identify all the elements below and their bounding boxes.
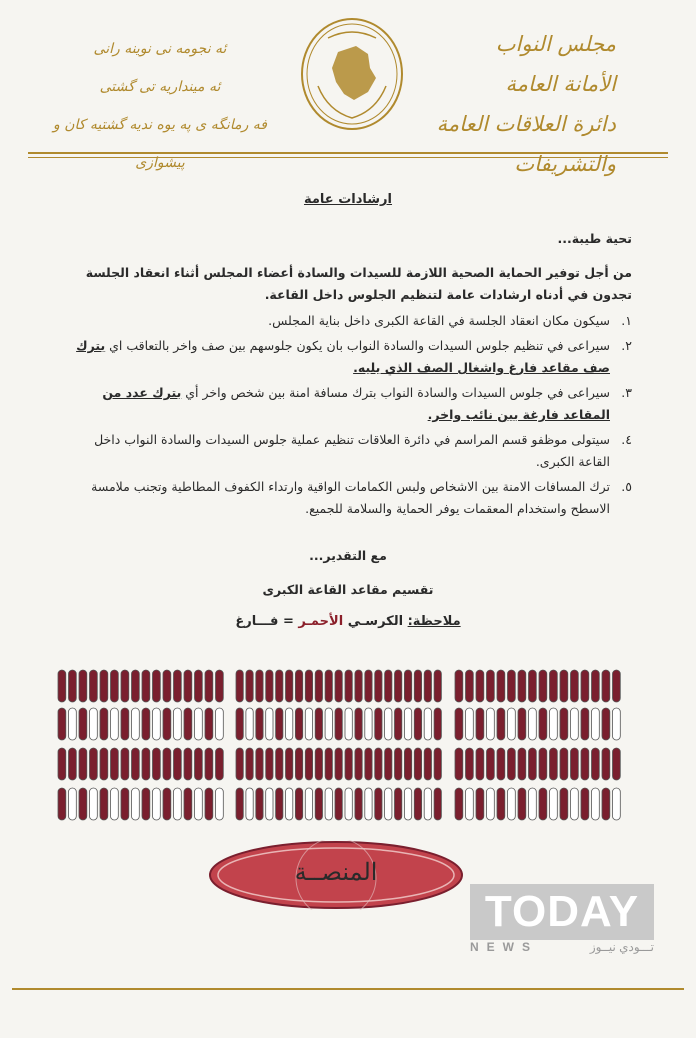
seat-occupied xyxy=(174,748,182,780)
seat-occupied xyxy=(404,748,411,780)
seat-empty xyxy=(424,788,431,820)
seat-occupied xyxy=(395,708,402,740)
seat-occupied xyxy=(560,708,568,740)
seat-occupied xyxy=(163,748,171,780)
seat-occupied xyxy=(476,788,484,820)
seat-occupied xyxy=(375,788,382,820)
seat-occupied xyxy=(395,748,402,780)
seat-occupied xyxy=(518,748,526,780)
seat-occupied xyxy=(365,670,372,702)
seat-occupied xyxy=(345,670,352,702)
seat-occupied xyxy=(58,670,66,702)
logo-brand: TODAY xyxy=(484,887,640,936)
seat-empty xyxy=(325,708,332,740)
legend-note-label: ملاحظة: xyxy=(407,614,461,629)
legend-note-text-b: = فـــارغ xyxy=(235,614,299,629)
seat-occupied xyxy=(550,670,558,702)
seat-occupied xyxy=(335,670,342,702)
seat-empty xyxy=(286,788,293,820)
seat-occupied xyxy=(365,748,372,780)
seat-empty xyxy=(111,708,119,740)
seat-occupied xyxy=(79,748,87,780)
seat-occupied xyxy=(385,670,392,702)
seat-occupied xyxy=(560,748,568,780)
seat-occupied xyxy=(79,670,87,702)
seat-occupied xyxy=(236,748,243,780)
seat-occupied xyxy=(121,748,129,780)
seat-occupied xyxy=(497,748,505,780)
seat-occupied xyxy=(592,748,600,780)
seat-occupied xyxy=(315,748,322,780)
seat-empty xyxy=(195,788,203,820)
seat-occupied xyxy=(132,670,140,702)
seat-occupied xyxy=(434,788,441,820)
seat-occupied xyxy=(325,748,332,780)
seat-empty xyxy=(174,788,182,820)
seat-occupied xyxy=(434,708,441,740)
seat-occupied xyxy=(613,748,621,780)
seat-occupied xyxy=(205,748,213,780)
seat-occupied xyxy=(395,788,402,820)
seat-empty xyxy=(174,708,182,740)
seat-empty xyxy=(424,708,431,740)
seat-empty xyxy=(365,708,372,740)
closing-line: مع التقدير... xyxy=(309,548,387,563)
seat-empty xyxy=(153,708,161,740)
seat-occupied xyxy=(592,670,600,702)
seat-occupied xyxy=(355,788,362,820)
seat-occupied xyxy=(236,788,243,820)
seat-occupied xyxy=(315,670,322,702)
seat-occupied xyxy=(79,708,87,740)
seat-empty xyxy=(466,788,474,820)
seat-occupied xyxy=(295,708,302,740)
legend-note-red-word: الأحمـر xyxy=(298,614,344,629)
seat-empty xyxy=(365,788,372,820)
seat-occupied xyxy=(560,788,568,820)
seat-occupied xyxy=(69,748,77,780)
seat-occupied xyxy=(613,670,621,702)
seat-occupied xyxy=(539,748,547,780)
seat-occupied xyxy=(385,748,392,780)
seat-occupied xyxy=(90,670,98,702)
seat-occupied xyxy=(90,748,98,780)
seat-occupied xyxy=(256,708,263,740)
seat-occupied xyxy=(216,748,224,780)
item-text: سيراعى في تنظيم جلوس السيدات والسادة النواب بان يكون جلوسهم بين صف واخر بالتعاقب اي xyxy=(105,338,610,353)
seat-occupied xyxy=(295,670,302,702)
seat-empty xyxy=(404,788,411,820)
seat-occupied xyxy=(153,670,161,702)
seat-occupied xyxy=(335,788,342,820)
seat-occupied xyxy=(121,670,129,702)
seat-occupied xyxy=(414,708,421,740)
seat-occupied xyxy=(539,670,547,702)
seat-empty xyxy=(69,708,77,740)
seat-occupied xyxy=(497,670,505,702)
seat-occupied xyxy=(121,708,129,740)
footer-divider xyxy=(12,988,684,990)
seat-occupied xyxy=(518,788,526,820)
seat-occupied xyxy=(246,670,253,702)
item-number: ٢. xyxy=(621,338,632,353)
seat-occupied xyxy=(184,748,192,780)
seat-occupied xyxy=(132,748,140,780)
item-text: ترك المسافات الامنة بين الاشخاص ولبس الكمامات الواقية وارتداء الكفوف المطاطية وتجنب ملامسة الاسطح واستخدام المعقمات يوفر الحماية والسلامة للجميع. xyxy=(91,479,610,516)
item-number: ٣. xyxy=(621,385,632,400)
seat-empty xyxy=(195,708,203,740)
seat-occupied xyxy=(142,788,150,820)
seat-occupied xyxy=(58,788,66,820)
seat-occupied xyxy=(305,748,312,780)
seat-occupied xyxy=(476,708,484,740)
seat-empty xyxy=(529,788,537,820)
seat-occupied xyxy=(195,748,203,780)
legend-note-text-a: الكرسـي xyxy=(343,614,408,629)
seat-empty xyxy=(404,708,411,740)
seat-empty xyxy=(246,788,253,820)
seat-occupied xyxy=(455,788,463,820)
seat-empty xyxy=(466,708,474,740)
seat-occupied xyxy=(266,670,273,702)
seat-occupied xyxy=(111,748,119,780)
seat-empty xyxy=(111,788,119,820)
seat-occupied xyxy=(142,748,150,780)
seat-occupied xyxy=(256,670,263,702)
header-line-kurdish-2: ئه مینداریه تی گشتی xyxy=(99,79,221,95)
seat-occupied xyxy=(256,748,263,780)
seat-empty xyxy=(90,788,98,820)
seat-occupied xyxy=(455,708,463,740)
seat-occupied xyxy=(315,708,322,740)
seat-occupied xyxy=(434,748,441,780)
seat-empty xyxy=(132,788,140,820)
seat-occupied xyxy=(414,670,421,702)
logo-sub-latin: NEWS xyxy=(470,940,538,954)
item-number: ١. xyxy=(621,313,632,328)
seat-empty xyxy=(266,708,273,740)
seat-empty xyxy=(305,788,312,820)
seat-occupied xyxy=(205,788,213,820)
seat-occupied xyxy=(163,708,171,740)
seat-occupied xyxy=(325,670,332,702)
seat-occupied xyxy=(305,670,312,702)
seat-occupied xyxy=(286,748,293,780)
seat-occupied xyxy=(335,708,342,740)
seat-occupied xyxy=(414,788,421,820)
seat-occupied xyxy=(476,670,484,702)
seat-occupied xyxy=(375,748,382,780)
seat-occupied xyxy=(476,748,484,780)
seat-occupied xyxy=(497,788,505,820)
seat-occupied xyxy=(581,708,589,740)
seat-occupied xyxy=(539,788,547,820)
header-line-kurdish-1: ئه نجومه نی نوینه رانی xyxy=(93,41,227,57)
seat-occupied xyxy=(375,708,382,740)
seat-occupied xyxy=(602,708,610,740)
seat-empty xyxy=(266,788,273,820)
seat-empty xyxy=(246,708,253,740)
seat-occupied xyxy=(195,670,203,702)
seat-occupied xyxy=(111,670,119,702)
seat-occupied xyxy=(256,788,263,820)
seat-occupied xyxy=(100,670,108,702)
item-number: ٥. xyxy=(621,479,632,494)
seat-occupied xyxy=(58,708,66,740)
seat-occupied xyxy=(121,788,129,820)
seat-occupied xyxy=(276,708,283,740)
seat-occupied xyxy=(550,748,558,780)
intro-paragraph: من أجل توفير الحماية الصحية اللازمة للسيدات والسادة أعضاء المجلس أثناء انعقاد الجلسة تجدون في أدناه ارشادات عامة لتنظيم الجلوس داخل القاعة. xyxy=(85,265,632,302)
seat-empty xyxy=(216,788,224,820)
seat-empty xyxy=(550,708,558,740)
seat-occupied xyxy=(205,708,213,740)
document-title: ارشادات عامة xyxy=(303,192,393,207)
item-text: سيراعى في جلوس السيدات والسادة النواب بترك مسافة امنة بين شخص واخر أي xyxy=(181,385,610,400)
seat-occupied xyxy=(205,670,213,702)
seat-empty xyxy=(132,708,140,740)
seat-occupied xyxy=(163,670,171,702)
seat-occupied xyxy=(69,670,77,702)
seat-occupied xyxy=(100,708,108,740)
seat-occupied xyxy=(295,748,302,780)
seat-empty xyxy=(487,708,495,740)
seating-title: تقسيم مقاعد القاعة الكبرى xyxy=(262,582,434,597)
seat-occupied xyxy=(529,748,537,780)
seat-occupied xyxy=(455,670,463,702)
seat-occupied xyxy=(508,670,516,702)
seat-empty xyxy=(305,708,312,740)
stage-label: المنصــة xyxy=(294,858,378,886)
seat-occupied xyxy=(581,670,589,702)
seat-occupied xyxy=(216,670,224,702)
seat-occupied xyxy=(518,670,526,702)
seat-occupied xyxy=(276,670,283,702)
seat-occupied xyxy=(236,670,243,702)
today-news-logo xyxy=(470,884,654,940)
seat-occupied xyxy=(58,748,66,780)
seat-empty xyxy=(592,708,600,740)
seat-empty xyxy=(571,788,579,820)
item-number: ٤. xyxy=(621,432,632,447)
seat-occupied xyxy=(276,788,283,820)
seat-occupied xyxy=(395,670,402,702)
seat-empty xyxy=(286,708,293,740)
seat-occupied xyxy=(571,670,579,702)
seat-occupied xyxy=(424,748,431,780)
seat-occupied xyxy=(100,748,108,780)
seat-occupied xyxy=(602,670,610,702)
seat-occupied xyxy=(581,748,589,780)
seat-occupied xyxy=(184,788,192,820)
seat-empty xyxy=(345,708,352,740)
seat-empty xyxy=(508,708,516,740)
seat-occupied xyxy=(286,670,293,702)
seat-occupied xyxy=(100,788,108,820)
seat-occupied xyxy=(487,670,495,702)
seat-occupied xyxy=(404,670,411,702)
seat-occupied xyxy=(455,748,463,780)
header-line-parliament: مجلس النواب xyxy=(495,32,616,56)
header-line-department: دائرة العلاقات العامة والتشريفات xyxy=(436,112,616,176)
seat-empty xyxy=(325,788,332,820)
greeting: تحية طيبة... xyxy=(557,231,632,246)
item-emphasis: بترك صف مقاعد فارغ واشغال الصف الذي يليه. xyxy=(76,338,610,375)
seat-empty xyxy=(508,788,516,820)
seat-occupied xyxy=(142,670,150,702)
seat-occupied xyxy=(153,748,161,780)
seat-occupied xyxy=(184,708,192,740)
seat-occupied xyxy=(315,788,322,820)
logo-subtitle xyxy=(470,940,654,954)
seat-occupied xyxy=(466,748,474,780)
item-text: سيتولى موظفو قسم المراسم في دائرة العلاقات تنظيم عملية جلوس السيدات والسادة النواب داخل القاعة الكبرى. xyxy=(94,432,610,469)
seat-occupied xyxy=(355,670,362,702)
seat-occupied xyxy=(539,708,547,740)
logo-sub-arabic: تـــودي نيــوز xyxy=(589,940,654,954)
seat-occupied xyxy=(184,670,192,702)
header-line-secretariat: الأمانة العامة xyxy=(505,72,616,96)
seat-occupied xyxy=(487,748,495,780)
header-line-kurdish-3: فه رمانگه ی په یوه ندیه گشتیه کان و پیشوازی xyxy=(52,117,267,171)
seat-empty xyxy=(69,788,77,820)
seat-empty xyxy=(487,788,495,820)
seat-occupied xyxy=(466,670,474,702)
seat-empty xyxy=(345,788,352,820)
seat-empty xyxy=(216,708,224,740)
seat-occupied xyxy=(571,748,579,780)
seat-empty xyxy=(613,708,621,740)
seat-occupied xyxy=(345,748,352,780)
seat-empty xyxy=(385,708,392,740)
seat-occupied xyxy=(246,748,253,780)
seat-occupied xyxy=(560,670,568,702)
seat-empty xyxy=(529,708,537,740)
item-text: سيكون مكان انعقاد الجلسة في القاعة الكبرى داخل بناية المجلس. xyxy=(268,313,610,328)
seat-empty xyxy=(613,788,621,820)
seat-empty xyxy=(550,788,558,820)
seat-occupied xyxy=(602,748,610,780)
seat-occupied xyxy=(174,670,182,702)
seat-empty xyxy=(592,788,600,820)
seat-occupied xyxy=(355,708,362,740)
seat-occupied xyxy=(79,788,87,820)
seat-occupied xyxy=(424,670,431,702)
seat-occupied xyxy=(434,670,441,702)
seat-occupied xyxy=(529,670,537,702)
seat-occupied xyxy=(236,708,243,740)
seat-empty xyxy=(90,708,98,740)
seat-occupied xyxy=(163,788,171,820)
item-emphasis: بترك عدد من المقاعد فارغة بين نائب واخر. xyxy=(102,385,610,422)
seat-occupied xyxy=(518,708,526,740)
seat-empty xyxy=(571,708,579,740)
seat-occupied xyxy=(414,748,421,780)
seat-occupied xyxy=(602,788,610,820)
seat-occupied xyxy=(295,788,302,820)
seat-occupied xyxy=(375,670,382,702)
seat-occupied xyxy=(508,748,516,780)
seat-occupied xyxy=(581,788,589,820)
seat-empty xyxy=(385,788,392,820)
seat-occupied xyxy=(497,708,505,740)
seat-empty xyxy=(153,788,161,820)
seat-occupied xyxy=(355,748,362,780)
seat-occupied xyxy=(142,708,150,740)
seat-occupied xyxy=(335,748,342,780)
seat-occupied xyxy=(276,748,283,780)
seat-occupied xyxy=(266,748,273,780)
